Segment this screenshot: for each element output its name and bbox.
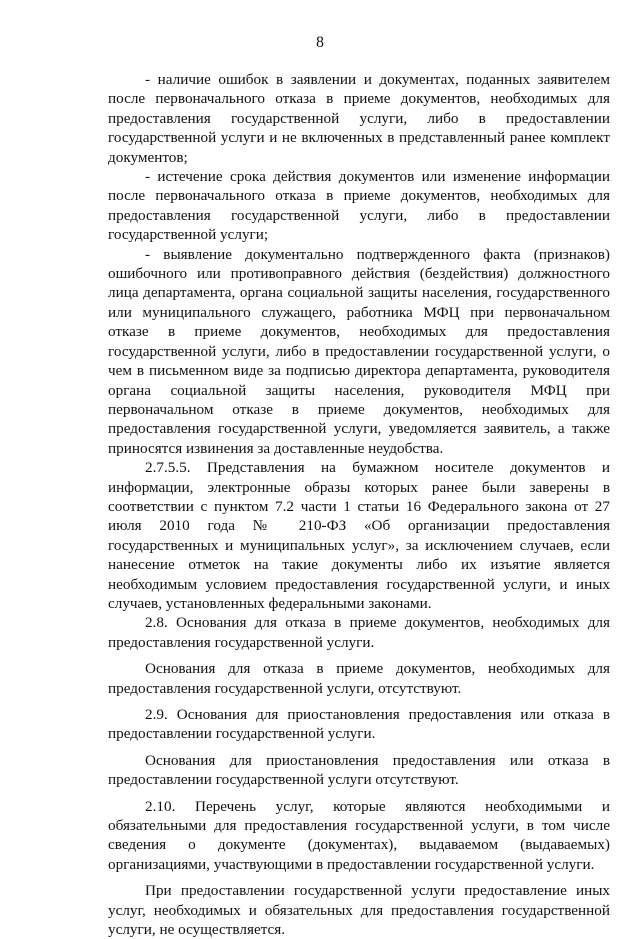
paragraph-2-10-heading: 2.10. Перечень услуг, которые являются необходимыми и обязательными для предоставления государственной услуги, в том числе сведения о документе (документах), выдаваемом (выдаваемых) организациями, участвующими в предоставлении государственной услуги.	[108, 797, 610, 873]
paragraph-2-10-body: При предоставлении государственной услуги предоставление иных услуг, необходимых и обязательных для предоставления государственной услуги, не осуществляется.	[108, 882, 610, 939]
paragraph-erroneous-action: - выявление документально подтвержденного факта (признаков) ошибочного или противоправного действия (бездействия) должностного лица департамента, органа социальной защиты населения, государственного или муниципального служащего, работника МФЦ при первоначальном отказе в приеме документов, необходимых для предоставления государственной услуги, либо в предоставлении государственной услуги, о чем в письменном виде за подписью директора департамента, руководителя органа социальной защиты населения, руководителя МФЦ при первоначальном отказе в приеме документов, необходимых для предоставления государственной услуги, уведомляется заявитель, а также приносятся извинения за доставленные неудобства.	[108, 245, 610, 457]
paragraph-2-8-body: Основания для отказа в приеме документов, необходимых для предоставления государственной услуги, отсутствуют.	[108, 660, 610, 697]
paragraph-2-9-heading: 2.9. Основания для приостановления предоставления или отказа в предоставлении государственной услуги.	[108, 706, 610, 743]
paragraph-2-9-body: Основания для приостановления предоставления или отказа в предоставлении государственной услуги отсутствуют.	[108, 751, 610, 789]
paragraph-2-8-heading: 2.8. Основания для отказа в приеме документов, необходимых для предоставления государственной услуги.	[108, 614, 610, 651]
paragraph-errors-in-application: - наличие ошибок в заявлении и документах, поданных заявителем после первоначального отказа в приеме документов, необходимых для предоставления государственной услуги, либо в предоставлении государственной услуги и не включенных в представленный ранее комплект документов;	[108, 71, 610, 166]
document-body	[108, 70, 610, 939]
page-number: 8	[316, 34, 324, 51]
paragraph-2-7-5-5: 2.7.5.5. Представления на бумажном носителе документов и информации, электронные образы которых ранее были заверены в соответствии с пунктом 7.2 части 1 статьи 16 Федерального закона от 27 июля 2010 года № 210-ФЗ «Об организации предоставления государственных и муниципальных услуг», за исключением случаев, если нанесение отметок на такие документы либо их изъятие является необходимым условием предоставления государственной услуги, и иных случаев, установленных федеральными законами.	[108, 459, 610, 612]
paragraph-document-expiry: - истечение срока действия документов или изменение информации после первоначального отказа в приеме документов, необходимых для предоставления государственной услуги, либо в предоставлении государственной услуги;	[108, 168, 610, 244]
